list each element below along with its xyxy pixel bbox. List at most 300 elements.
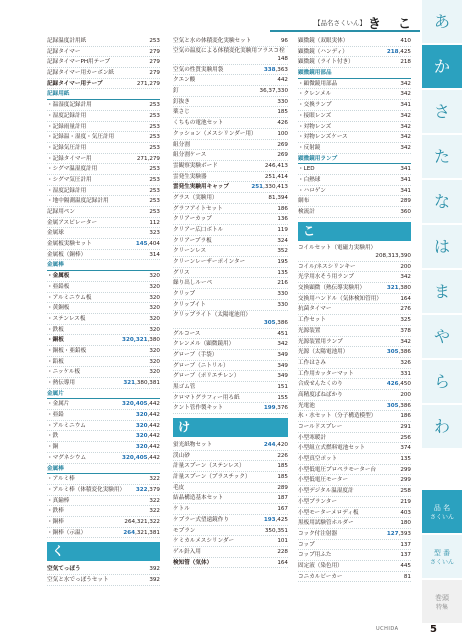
entry-name: 記録タイマーPH用テープ xyxy=(47,57,111,68)
entry-pages: 119 xyxy=(276,225,288,236)
entry-pages: 321,380 xyxy=(386,283,411,294)
index-entry xyxy=(47,282,160,293)
index-entry xyxy=(298,475,411,486)
entry-name: ・黄銅板 xyxy=(47,303,70,314)
entry-name: 雲発生実験器 xyxy=(173,172,208,183)
index-entry xyxy=(47,250,160,261)
kana-tab[interactable]: た xyxy=(422,135,462,179)
index-entry xyxy=(173,268,288,279)
entry-name: 検流計 xyxy=(298,207,316,218)
index-entry xyxy=(173,311,288,329)
kana-tab[interactable]: ら xyxy=(422,360,462,404)
index-entry xyxy=(47,57,160,68)
entry-pages: 253 xyxy=(148,143,160,154)
index-entry xyxy=(173,472,288,483)
kana-section-header: く xyxy=(47,542,160,561)
entry-name: グリス xyxy=(173,268,191,279)
entry-name: 記録用ペン xyxy=(47,207,76,218)
entry-pages: 342 xyxy=(399,111,411,122)
entry-pages: 251,330,413 xyxy=(250,182,288,193)
entry-pages: 320 xyxy=(148,303,160,314)
entry-pages: 320 xyxy=(148,282,160,293)
index-entry xyxy=(298,164,411,175)
index-entry xyxy=(298,132,411,143)
entry-name: ・鉄 xyxy=(47,431,59,442)
entry-name: グローブ（ポリエチレン） xyxy=(173,371,240,382)
entry-pages: 291 xyxy=(399,422,411,433)
entry-name: 光電池 xyxy=(298,401,316,412)
entry-pages: 426,450 xyxy=(386,379,411,390)
entry-pages: 320,405,442 xyxy=(121,399,160,410)
entry-name: 繰り出しルーペ xyxy=(173,278,213,289)
entry-pages: 325 xyxy=(399,315,411,326)
entry-name: コップ用ふた xyxy=(298,550,332,561)
index-entry xyxy=(298,79,411,90)
entry-name: グルコース xyxy=(173,329,202,340)
index-entry xyxy=(47,196,160,207)
entry-pages: 135 xyxy=(399,454,411,465)
index-entry xyxy=(298,508,411,519)
index-entry xyxy=(298,283,411,294)
entry-pages: 320 xyxy=(148,314,160,325)
entry-pages: 320 xyxy=(148,357,160,368)
index-entry xyxy=(298,196,411,207)
entry-name: 光源（太陽電池用） xyxy=(298,347,349,358)
entry-name: クレンメル（顕微鏡用） xyxy=(173,339,235,350)
entry-pages: 320,442 xyxy=(135,442,160,453)
entry-name: 計量スプーン（ステンレス） xyxy=(173,461,246,472)
entry-pages: 342 xyxy=(399,132,411,143)
entry-pages: 341 xyxy=(399,175,411,186)
index-entry xyxy=(173,289,288,300)
entry-name: ・ニッケル板 xyxy=(47,367,81,378)
index-entry xyxy=(298,401,411,412)
index-entry xyxy=(298,550,411,561)
entry-name: 氷・水セット（分子構造模型） xyxy=(298,411,377,422)
entry-name: クエン酸 xyxy=(173,75,196,86)
entry-pages: 341 xyxy=(399,186,411,197)
entry-name: ・金属片 xyxy=(47,399,70,410)
entry-name: ・鉛板 xyxy=(47,357,65,368)
index-entry xyxy=(47,442,160,453)
entry-name: ・記録雨量計用 xyxy=(47,122,87,133)
entry-name: クロマトグラフィー用ろ紙 xyxy=(173,393,241,404)
index-type-tab[interactable]: 品 名 さくいん xyxy=(422,490,462,534)
index-entry xyxy=(173,515,288,526)
entry-pages: 136 xyxy=(276,214,288,225)
index-section-heading xyxy=(298,68,411,79)
index-entry xyxy=(173,451,288,462)
entry-name: 記録用紙 xyxy=(47,89,70,100)
index-entry xyxy=(298,47,411,58)
entry-name: 網布 xyxy=(298,196,310,207)
entry-pages: 253 xyxy=(148,100,160,111)
entry-name: 検知管（気体） xyxy=(173,558,213,569)
entry-pages: 100 xyxy=(276,129,288,140)
kana-section-header: け xyxy=(173,418,288,437)
entry-name: ケプラー式望遠鏡作り xyxy=(173,515,230,526)
entry-pages: 442 xyxy=(276,75,288,86)
index-entry xyxy=(173,403,288,414)
index-entry xyxy=(298,337,411,348)
entry-pages: 342 xyxy=(399,143,411,154)
index-entry xyxy=(47,346,160,357)
entry-pages: 320 xyxy=(148,293,160,304)
index-section-heading xyxy=(47,389,160,400)
index-entry xyxy=(173,107,288,118)
entry-name: クリップイト xyxy=(173,300,207,311)
index-column-1 xyxy=(47,36,160,586)
entry-name: 計量スプーン（プラスチック） xyxy=(173,472,252,483)
entry-pages: 36,37,330 xyxy=(259,86,288,97)
entry-name: コック付注射器 xyxy=(298,529,338,540)
entry-pages: 330 xyxy=(276,289,288,300)
entry-pages: 314 xyxy=(148,250,160,261)
index-entry xyxy=(173,75,288,86)
index-entry xyxy=(47,186,160,197)
index-entry xyxy=(47,335,160,346)
entry-name: ・アルミ棒（体積変化実験用） xyxy=(47,485,126,496)
entry-name: ・銅板 xyxy=(47,335,65,346)
entry-pages: 112 xyxy=(148,218,160,229)
entry-name: 雲発生実験用キャップ xyxy=(173,182,230,193)
entry-pages: 253 xyxy=(148,111,160,122)
entry-name: ・記録タイマー用 xyxy=(47,154,93,165)
entry-name: ゲル針入用 xyxy=(173,547,202,558)
entry-name: クリアーカップ xyxy=(173,214,213,225)
index-entry xyxy=(298,443,411,454)
index-entry xyxy=(47,496,160,507)
entry-pages: 244,420 xyxy=(263,440,288,451)
index-entry xyxy=(47,564,160,575)
entry-pages: 253 xyxy=(148,164,160,175)
entry-pages: 256 xyxy=(399,433,411,444)
entry-pages: 305,386 xyxy=(386,401,411,412)
index-entry xyxy=(173,371,288,382)
entry-name: 顕微鏡（ライト付き） xyxy=(298,57,355,68)
index-entry xyxy=(298,186,411,197)
index-entry xyxy=(173,161,288,172)
entry-pages: 330 xyxy=(276,97,288,108)
index-entry xyxy=(47,111,160,122)
entry-pages: 264,321,322 xyxy=(123,517,160,528)
entry-pages: 276 xyxy=(399,304,411,315)
entry-name: ・鉄板 xyxy=(47,325,65,336)
index-entry xyxy=(173,504,288,515)
entry-pages: 253 xyxy=(148,132,160,143)
index-entry xyxy=(298,540,411,551)
entry-name: 釘抜き xyxy=(173,97,191,108)
index-entry xyxy=(47,218,160,229)
entry-pages: 279 xyxy=(148,68,160,79)
index-entry xyxy=(173,182,288,193)
entry-name: 小型低電圧モーター xyxy=(298,475,349,486)
entry-pages: 199,376 xyxy=(263,403,288,414)
entry-pages: 392 xyxy=(148,575,160,586)
entry-name: グローブ（手袋） xyxy=(173,350,218,361)
entry-pages: 342 xyxy=(399,122,411,133)
entry-pages: 299 xyxy=(399,475,411,486)
entry-name: ・マグネシウム xyxy=(47,453,87,464)
entry-pages: 155 xyxy=(276,393,288,404)
entry-name: 工作はさみ xyxy=(298,358,327,369)
kana-tab[interactable]: か xyxy=(422,45,462,89)
entry-name: ・湿度記録計用 xyxy=(47,111,87,122)
index-column-2 xyxy=(173,36,288,568)
index-entry xyxy=(173,300,288,311)
entry-pages: 324 xyxy=(276,236,288,247)
entry-name: 合成せんたくのり xyxy=(298,379,344,390)
index-entry xyxy=(173,65,288,76)
entry-pages: 323 xyxy=(148,228,160,239)
entry-pages: 320 xyxy=(148,271,160,282)
entry-name: ・ハロゲン xyxy=(298,186,327,197)
index-entry xyxy=(298,89,411,100)
entry-name: クリップライト（太陽電池用） xyxy=(173,311,251,318)
entry-pages: 81,394 xyxy=(267,193,288,204)
entry-name: 小型真空ポット xyxy=(298,454,338,465)
index-entry xyxy=(173,526,288,537)
entry-pages: 352 xyxy=(276,246,288,257)
entry-pages: 216 xyxy=(276,278,288,289)
index-entry xyxy=(47,239,160,250)
entry-pages: 349 xyxy=(276,350,288,361)
kana-tab[interactable]: わ xyxy=(422,405,462,449)
index-entry xyxy=(298,347,411,358)
index-entry xyxy=(47,100,160,111)
entry-pages: 253 xyxy=(148,196,160,207)
entry-pages: 326 xyxy=(399,358,411,369)
entry-name: 光源装置用ランプ xyxy=(298,337,344,348)
entry-name: 渓山砂 xyxy=(173,451,191,462)
entry-name: ・亜鉛板 xyxy=(47,282,70,293)
entry-pages: 342 xyxy=(399,79,411,90)
entry-name: ・金属板 xyxy=(47,271,70,282)
entry-pages: 135 xyxy=(276,268,288,279)
entry-name: 金属板（銅棒） xyxy=(47,250,87,261)
entry-name: モプラン xyxy=(173,526,196,537)
index-entry xyxy=(173,461,288,472)
entry-pages: 219 xyxy=(399,497,411,508)
entry-name: ・反射鏡 xyxy=(298,143,321,154)
index-entry xyxy=(173,86,288,97)
index-entry xyxy=(47,271,160,282)
entry-pages: 269 xyxy=(276,150,288,161)
entry-pages: 320 xyxy=(148,325,160,336)
index-entry xyxy=(298,111,411,122)
index-entry xyxy=(298,486,411,497)
index-entry xyxy=(47,485,160,496)
entry-name: コイル/ネスシリンキー xyxy=(298,262,357,273)
entry-pages: 167 xyxy=(276,504,288,515)
index-entry xyxy=(47,575,160,586)
entry-pages: 341 xyxy=(399,100,411,111)
entry-name: ・銅 xyxy=(47,442,59,453)
index-entry xyxy=(47,132,160,143)
entry-pages: 271,279 xyxy=(136,79,160,90)
entry-pages: 218 xyxy=(399,57,411,68)
index-entry xyxy=(298,411,411,422)
entry-pages: 164 xyxy=(276,558,288,569)
entry-pages: 185 xyxy=(276,461,288,472)
entry-pages: 360 xyxy=(399,207,411,218)
entry-name: ・接眼レンズ xyxy=(298,111,332,122)
entry-name: グローブ（ニトリル） xyxy=(173,361,230,372)
index-entry xyxy=(298,390,411,401)
entry-pages: 185 xyxy=(276,472,288,483)
index-entry xyxy=(173,140,288,151)
entry-name: ・温湿度記録計用 xyxy=(47,100,93,111)
entry-name: ・真鍮棒 xyxy=(47,496,70,507)
entry-name: 雲観察実験ボード xyxy=(173,161,219,172)
entry-pages: 186 xyxy=(276,204,288,215)
entry-pages: 195 xyxy=(276,257,288,268)
entry-name: 組分割ケース xyxy=(173,150,207,161)
entry-pages: 253 xyxy=(148,122,160,133)
index-entry xyxy=(173,361,288,372)
header-kana-ko: こ xyxy=(398,17,412,32)
entry-name: 工作用カッターマット xyxy=(298,369,355,380)
entry-pages: 305,386 xyxy=(263,319,288,326)
page-header xyxy=(270,10,420,32)
entry-name: 小型デジタル温湿度計 xyxy=(298,486,355,497)
entry-name: 小型モーターメロディ板 xyxy=(298,508,360,519)
entry-pages: 145,404 xyxy=(135,239,160,250)
index-entry xyxy=(298,272,411,283)
index-entry xyxy=(47,47,160,58)
entry-name: 顕微鏡（ハンディ） xyxy=(298,47,349,58)
index-entry xyxy=(47,68,160,79)
entry-pages: 321,380,381 xyxy=(122,378,160,389)
index-entry xyxy=(47,453,160,464)
entry-pages: 451 xyxy=(276,329,288,340)
entry-name: 光源装置 xyxy=(298,326,321,337)
kana-tab[interactable]: あ xyxy=(422,0,462,44)
entry-pages: 253 xyxy=(148,207,160,218)
entry-name: 蛍光紙物セット xyxy=(173,440,213,451)
entry-name: 空気てっぽう xyxy=(47,564,82,575)
kana-tab[interactable]: な xyxy=(422,180,462,224)
index-entry xyxy=(47,367,160,378)
entry-name: 記録タイマー用カーボン紙 xyxy=(47,68,115,79)
kana-tab[interactable]: や xyxy=(422,315,462,359)
index-entry xyxy=(298,433,411,444)
entry-pages: 193,425 xyxy=(263,515,288,526)
kana-tab-bar xyxy=(420,0,462,644)
entry-name: ・アルミニウム xyxy=(47,421,87,432)
entry-pages: 186 xyxy=(399,411,411,422)
entry-name: コールドスプレー xyxy=(298,422,343,433)
index-entry xyxy=(298,207,411,218)
entry-pages: 218,425 xyxy=(386,47,411,58)
entry-pages: 127,393 xyxy=(386,529,411,540)
kana-tab[interactable]: さ xyxy=(422,90,462,134)
entry-name: 小型プランター xyxy=(298,497,338,508)
entry-pages: 96 xyxy=(280,36,288,47)
entry-name: ・地中隔測温度記録計用 xyxy=(47,196,110,207)
entry-pages: 349 xyxy=(276,361,288,372)
index-entry xyxy=(47,314,160,325)
index-entry xyxy=(173,193,288,204)
index-entry xyxy=(47,399,160,410)
entry-name: 記録タイマー用テープ xyxy=(47,79,104,90)
index-entry xyxy=(47,303,160,314)
index-entry xyxy=(47,79,160,90)
entry-name: グラフアイトセット xyxy=(173,204,224,215)
index-entry xyxy=(173,214,288,225)
index-entry xyxy=(173,382,288,393)
index-entry xyxy=(298,294,411,305)
entry-pages: 322 xyxy=(148,506,160,517)
entry-name: ・亜鉛 xyxy=(47,410,65,421)
entry-pages: 180 xyxy=(399,518,411,529)
index-entry xyxy=(47,357,160,368)
header-title: 【品名さくいん】 xyxy=(314,19,366,27)
kana-tab[interactable]: ま xyxy=(422,270,462,314)
index-type-tab[interactable]: 巻頭 特集 xyxy=(422,580,462,624)
entry-pages: 279 xyxy=(148,47,160,58)
page-number: 5 xyxy=(430,624,437,635)
entry-name: ・シグマ気圧計用 xyxy=(47,175,93,186)
entry-name: 記録タイマー xyxy=(47,47,81,58)
index-section-heading xyxy=(47,260,160,271)
entry-name: 小型低電圧プロペラモーター台 xyxy=(298,465,377,476)
entry-name: ・記録気圧計用 xyxy=(47,143,87,154)
entry-pages: 264,321,381 xyxy=(122,528,160,539)
index-type-tab[interactable]: 型 番 さくいん xyxy=(422,535,462,579)
index-entry xyxy=(298,326,411,337)
entry-pages: 137 xyxy=(399,550,411,561)
index-entry xyxy=(47,506,160,517)
entry-name: コイルセット（電磁力実験用） xyxy=(298,244,377,251)
index-entry xyxy=(47,154,160,165)
entry-pages: 320,442 xyxy=(135,431,160,442)
entry-name: ケミカルメスシリンダー xyxy=(173,536,235,547)
entry-name: ケトル xyxy=(173,504,191,515)
index-entry xyxy=(173,225,288,236)
index-entry xyxy=(47,528,160,539)
entry-name: 組分割 xyxy=(173,140,191,151)
index-section-heading xyxy=(47,464,160,475)
entry-name: ・銅棒（示温） xyxy=(47,528,87,539)
entry-pages: 331 xyxy=(399,369,411,380)
entry-name: ・熱伝導用 xyxy=(47,378,76,389)
index-entry xyxy=(47,207,160,218)
index-entry xyxy=(298,529,411,540)
kana-tab[interactable]: は xyxy=(422,225,462,269)
entry-pages: 185 xyxy=(276,107,288,118)
entry-pages: 81 xyxy=(403,572,411,583)
entry-name: ・交換ランプ xyxy=(298,100,333,111)
entry-pages: 271,279 xyxy=(136,154,160,165)
index-entry xyxy=(298,262,411,273)
index-entry xyxy=(173,172,288,183)
index-entry xyxy=(298,244,411,262)
entry-pages: 253 xyxy=(148,175,160,186)
entry-name: クッション（メスシリンダー用） xyxy=(173,129,258,140)
entry-name: 金属アスピレーター xyxy=(47,218,98,229)
entry-pages: 289 xyxy=(399,196,411,207)
index-entry xyxy=(47,474,160,485)
index-entry xyxy=(298,57,411,68)
entry-pages: 320,405,442 xyxy=(121,453,160,464)
entry-pages: 208,313,390 xyxy=(375,252,411,259)
index-entry xyxy=(173,547,288,558)
index-entry xyxy=(173,150,288,161)
index-entry xyxy=(298,497,411,508)
entry-pages: 258 xyxy=(399,486,411,497)
entry-name: ・ステンレス板 xyxy=(47,314,86,325)
